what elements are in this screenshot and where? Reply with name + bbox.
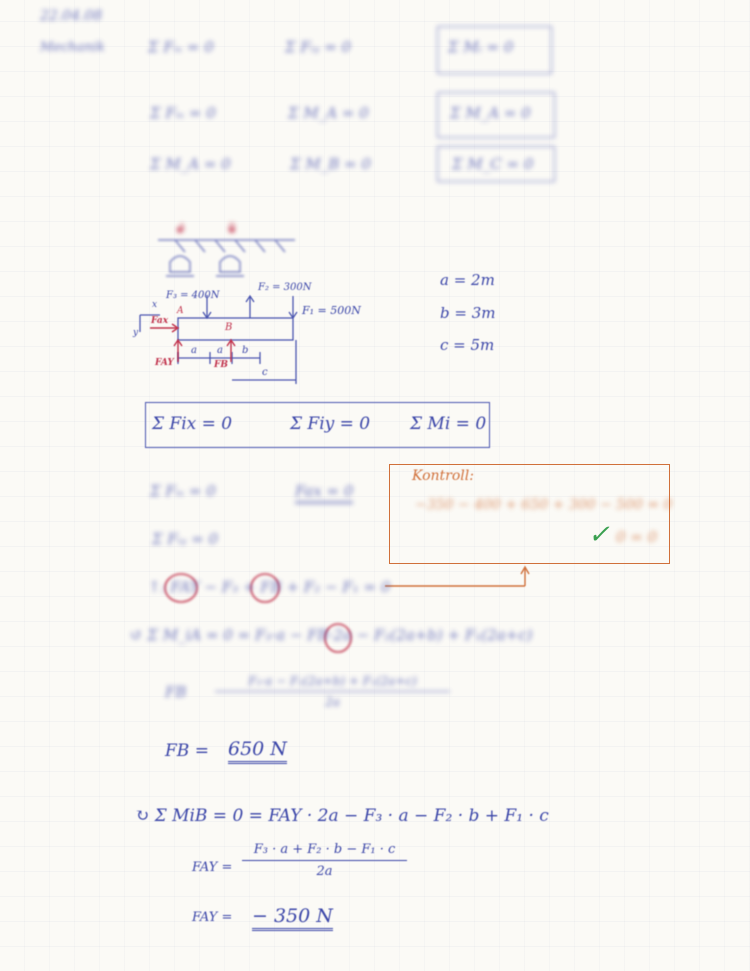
solution-fb-result-label: FB = (165, 741, 209, 761)
point-a-label: A (177, 306, 184, 316)
solution-fay-label: FAY = (192, 860, 233, 875)
sum-row2-b: Σ M_A = 0 (288, 104, 369, 122)
solution-fay-denominator: 2a (316, 864, 333, 880)
check-line: −350 − 400 + 650 + 300 − 500 = 0 (415, 497, 673, 513)
force-fb-label: FB (214, 360, 228, 370)
sum-row1-a: Σ Fᵢₓ = 0 (148, 38, 214, 56)
force-f3-label: F₃ = 400N (166, 290, 220, 301)
sum-row1-b: Σ Fᵢᵧ = 0 (285, 38, 352, 56)
solution-fb-fraction (215, 674, 450, 709)
force-fax-label: Fax (151, 316, 169, 326)
solution-eq-ma: ↺ Σ M_iA = 0 = F₃·a − FB·2a − F₂(2a+b) + F₁(2a+c) (130, 626, 533, 644)
subject-label: Mechanik (40, 40, 105, 55)
axis-x-label: x (152, 300, 158, 310)
solution-fay-fraction (242, 842, 407, 879)
given-c: c = 5m (440, 336, 495, 354)
solution-eq-fy: ↑: FAY − F₃ + FB + F₂ − F₁ = 0 (148, 578, 391, 596)
solution-fb-numerator: F₃·a − F₂(2a+b) + F₁(2a+c) (248, 674, 417, 688)
dim-c-label: c (262, 367, 268, 378)
check-mark-icon: ✓ (588, 520, 610, 550)
solution-fb-denominator: 2a (325, 695, 340, 710)
solution-fay-result-label: FAY = (192, 910, 233, 925)
dim-a1-label: a (191, 345, 197, 356)
sum-row1-c: Σ Mᵢ = 0 (448, 38, 514, 56)
solution-fax-result: Fax = 0 (295, 482, 353, 504)
solution-fay-numerator: F₃ · a + F₂ · b − F₁ · c (253, 842, 396, 857)
force-f2-label: F₂ = 300N (258, 282, 312, 293)
equilibrium-m: Σ Mi = 0 (410, 414, 487, 434)
check-title: Kontroll: (412, 468, 474, 484)
given-a: a = 2m (440, 271, 495, 289)
sum-row2-a: Σ Fᵢₓ = 0 (150, 104, 216, 122)
support-a-label: A (178, 222, 186, 233)
solution-sum-fy: Σ Fᵢᵧ = 0 (152, 530, 219, 548)
solution-fay-result: − 350 N (252, 905, 333, 931)
sum-row3-b: Σ M_B = 0 (290, 155, 371, 173)
given-b: b = 3m (440, 304, 496, 322)
equilibrium-fx: Σ Fix = 0 (152, 414, 233, 434)
equilibrium-fy: Σ Fiy = 0 (290, 414, 371, 434)
solution-eq-mb: ↻ Σ MiB = 0 = FAY · 2a − F₃ · a − F₂ · b + F₁ · c (135, 806, 549, 826)
solution-sum-fx: Σ Fᵢₓ = 0 (150, 482, 216, 500)
force-f1-label: F₁ = 500N (302, 304, 361, 317)
axis-y-label: y (133, 328, 139, 338)
solution-fb-label: FB (165, 683, 187, 701)
sum-row3-a: Σ M_A = 0 (150, 155, 231, 173)
support-b-label: B (228, 222, 236, 233)
sum-row3-c: Σ M_C = 0 (452, 155, 534, 173)
point-b-label: B (225, 322, 233, 333)
solution-fb-result: 650 N (228, 738, 287, 764)
dim-b-label: b (242, 345, 249, 356)
date-label: 22.04.08 (40, 8, 103, 24)
dim-a2-label: a (217, 345, 223, 356)
check-result: 0 = 0 (616, 528, 658, 546)
sum-row2-c: Σ M_A = 0 (450, 104, 531, 122)
force-fay-label: FAY (155, 358, 174, 368)
